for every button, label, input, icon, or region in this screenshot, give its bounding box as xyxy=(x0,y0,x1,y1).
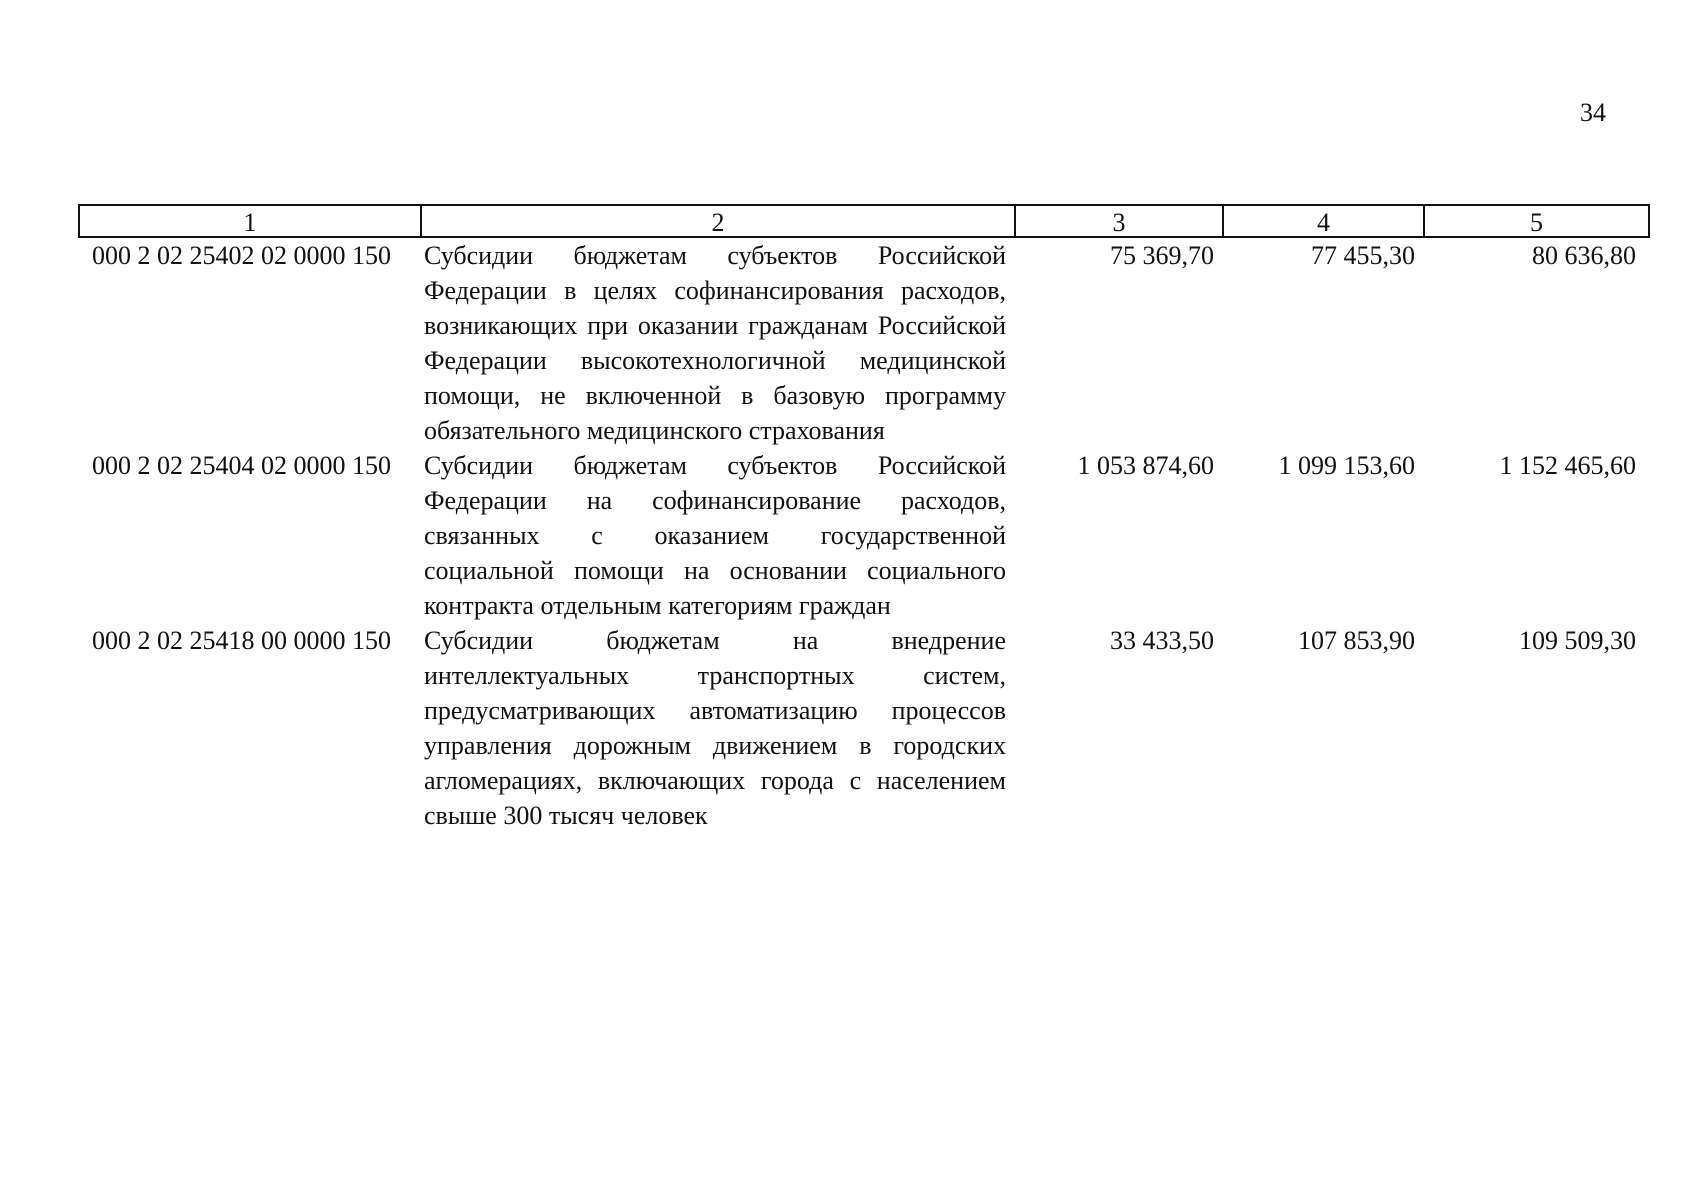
header-cell-5: 5 xyxy=(1530,208,1543,237)
row-code: 000 2 02 25404 02 0000 150 xyxy=(92,451,391,480)
header-cell-4: 4 xyxy=(1224,206,1425,236)
row-description: Субсидии бюджетам на внедрение интеллектуальных транспортных систем, предусматривающих автоматизацию процессов управления дорожным движением в городских агломерациях, включающих города с населением свыше 300 тысяч человек xyxy=(424,626,1006,830)
header-cell-3: 3 xyxy=(1016,206,1224,236)
row-value-col5: 109 509,30 xyxy=(1519,626,1636,655)
row-value-col3: 75 369,70 xyxy=(1110,241,1214,270)
row-description: Субсидии бюджетам субъектов Российской Федерации в целях софинансирования расходов, возникающих при оказании гражданам Российской Федерации высокотехнологичной медицинской помощи, не включенной в базовую программу обязательного медицинского страхования xyxy=(424,241,1006,445)
row-value-col5: 80 636,80 xyxy=(1532,241,1636,270)
header-cell-1: 1 xyxy=(80,206,422,236)
budget-table xyxy=(78,204,1650,833)
row-value-col4: 107 853,90 xyxy=(1298,626,1415,655)
table-header-row xyxy=(78,204,1650,238)
header-cell-2: 2 xyxy=(422,206,1016,236)
table-row xyxy=(78,238,1650,448)
table-row xyxy=(78,448,1650,623)
row-value-col3: 33 433,50 xyxy=(1110,626,1214,655)
row-code: 000 2 02 25418 00 0000 150 xyxy=(92,626,391,655)
row-value-col3: 1 053 874,60 xyxy=(1077,451,1214,480)
row-code: 000 2 02 25402 02 0000 150 xyxy=(92,241,391,270)
page-number: 34 xyxy=(1580,98,1606,127)
row-description: Субсидии бюджетам субъектов Российской Федерации на софинансирование расходов, связанных с оказанием государственной социальной помощи на основании социального контракта отдельным категориям граждан xyxy=(424,451,1006,620)
row-value-col5: 1 152 465,60 xyxy=(1499,451,1636,480)
table-row xyxy=(78,623,1650,833)
row-value-col4: 77 455,30 xyxy=(1311,241,1415,270)
row-value-col4: 1 099 153,60 xyxy=(1278,451,1415,480)
